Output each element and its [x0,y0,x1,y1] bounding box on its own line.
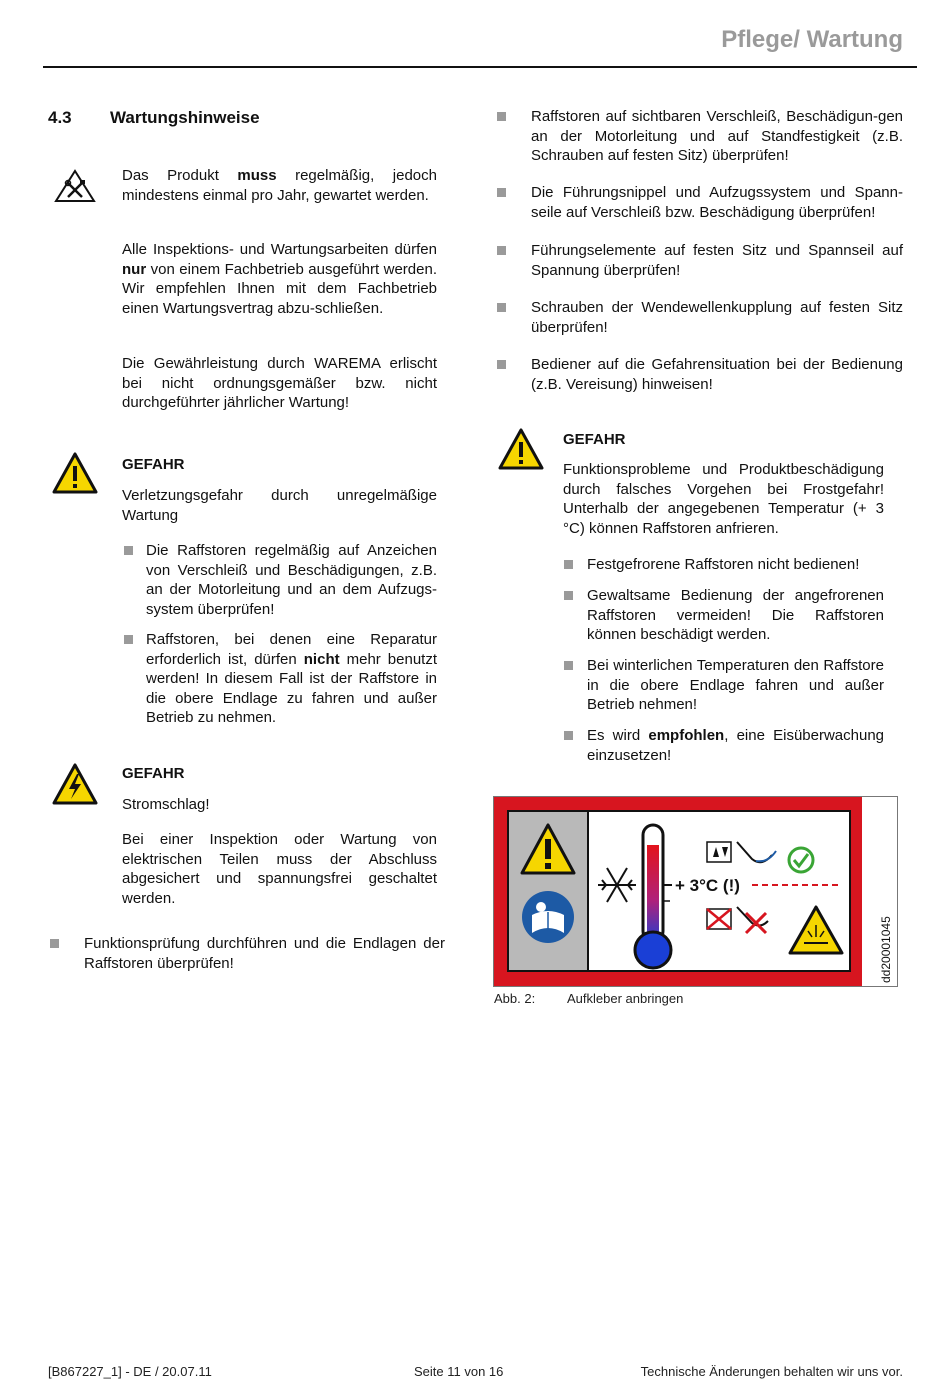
danger-label: GEFAHR [122,765,185,782]
footer-notice: Technische Änderungen behalten wir uns vor. [640,1364,903,1379]
maintenance-tools-icon [54,169,96,203]
danger-label: GEFAHR [563,431,626,448]
figure-caption-number: Abb. 2: [494,991,536,1006]
intro-paragraph-2: Alle Inspektions- und Wartungsarbeiten dürfen nur von einem Fachbetrieb ausgeführt werden. Wir empfehlen Ihnen mit dem Fachbetrieb einen Wartungsvertrag abzu-schließen. [122,241,437,317]
footer-document-id: [B867227_1] - DE / 20.07.11 [48,1364,212,1379]
page-header-title: Pflege/ Wartung [721,26,903,53]
danger-text: Stromschlag! [122,796,210,813]
header-rule [43,66,917,68]
figure-caption-text: Aufkleber anbringen [567,991,684,1006]
danger-text: Funktionsprobleme und Produktbeschädigung durch falsches Vorgehen bei Frostgefahr! Unterhalb der angegebenen Temperatur (+ 3 °C) können Raffstoren anfrieren. [563,461,884,537]
footer-page-number: Seite 11 von 16 [414,1364,504,1379]
temperature-label: + 3°C (!) [675,876,740,895]
section-title: Wartungshinweise [110,108,260,127]
warning-triangle-icon [52,452,98,494]
image-id-label: dd20001045 [879,916,893,983]
section-number: 4.3 [48,108,72,127]
intro-paragraph-1: Das Produkt muss regelmäßig, jedoch mindestens einmal pro Jahr, gewartet werden. [122,167,437,204]
danger-text: Verletzungsgefahr durch unregelmäßige Wartung [122,487,437,524]
frost-warning-sticker-figure [493,796,898,987]
electric-shock-warning-icon [52,763,98,805]
warning-triangle-icon [498,428,544,470]
danger-label: GEFAHR [122,456,185,473]
danger-detail-text: Bei einer Inspektion oder Wartung von elektrischen Teilen muss der Abschluss abgesichert und spannungsfrei geschaltet werden. [122,831,437,907]
intro-paragraph-3: Die Gewährleistung durch WAREMA erlischt bei nicht ordnungsgemäßer bzw. nicht durchgeführter jährlicher Wartung! [122,355,437,412]
